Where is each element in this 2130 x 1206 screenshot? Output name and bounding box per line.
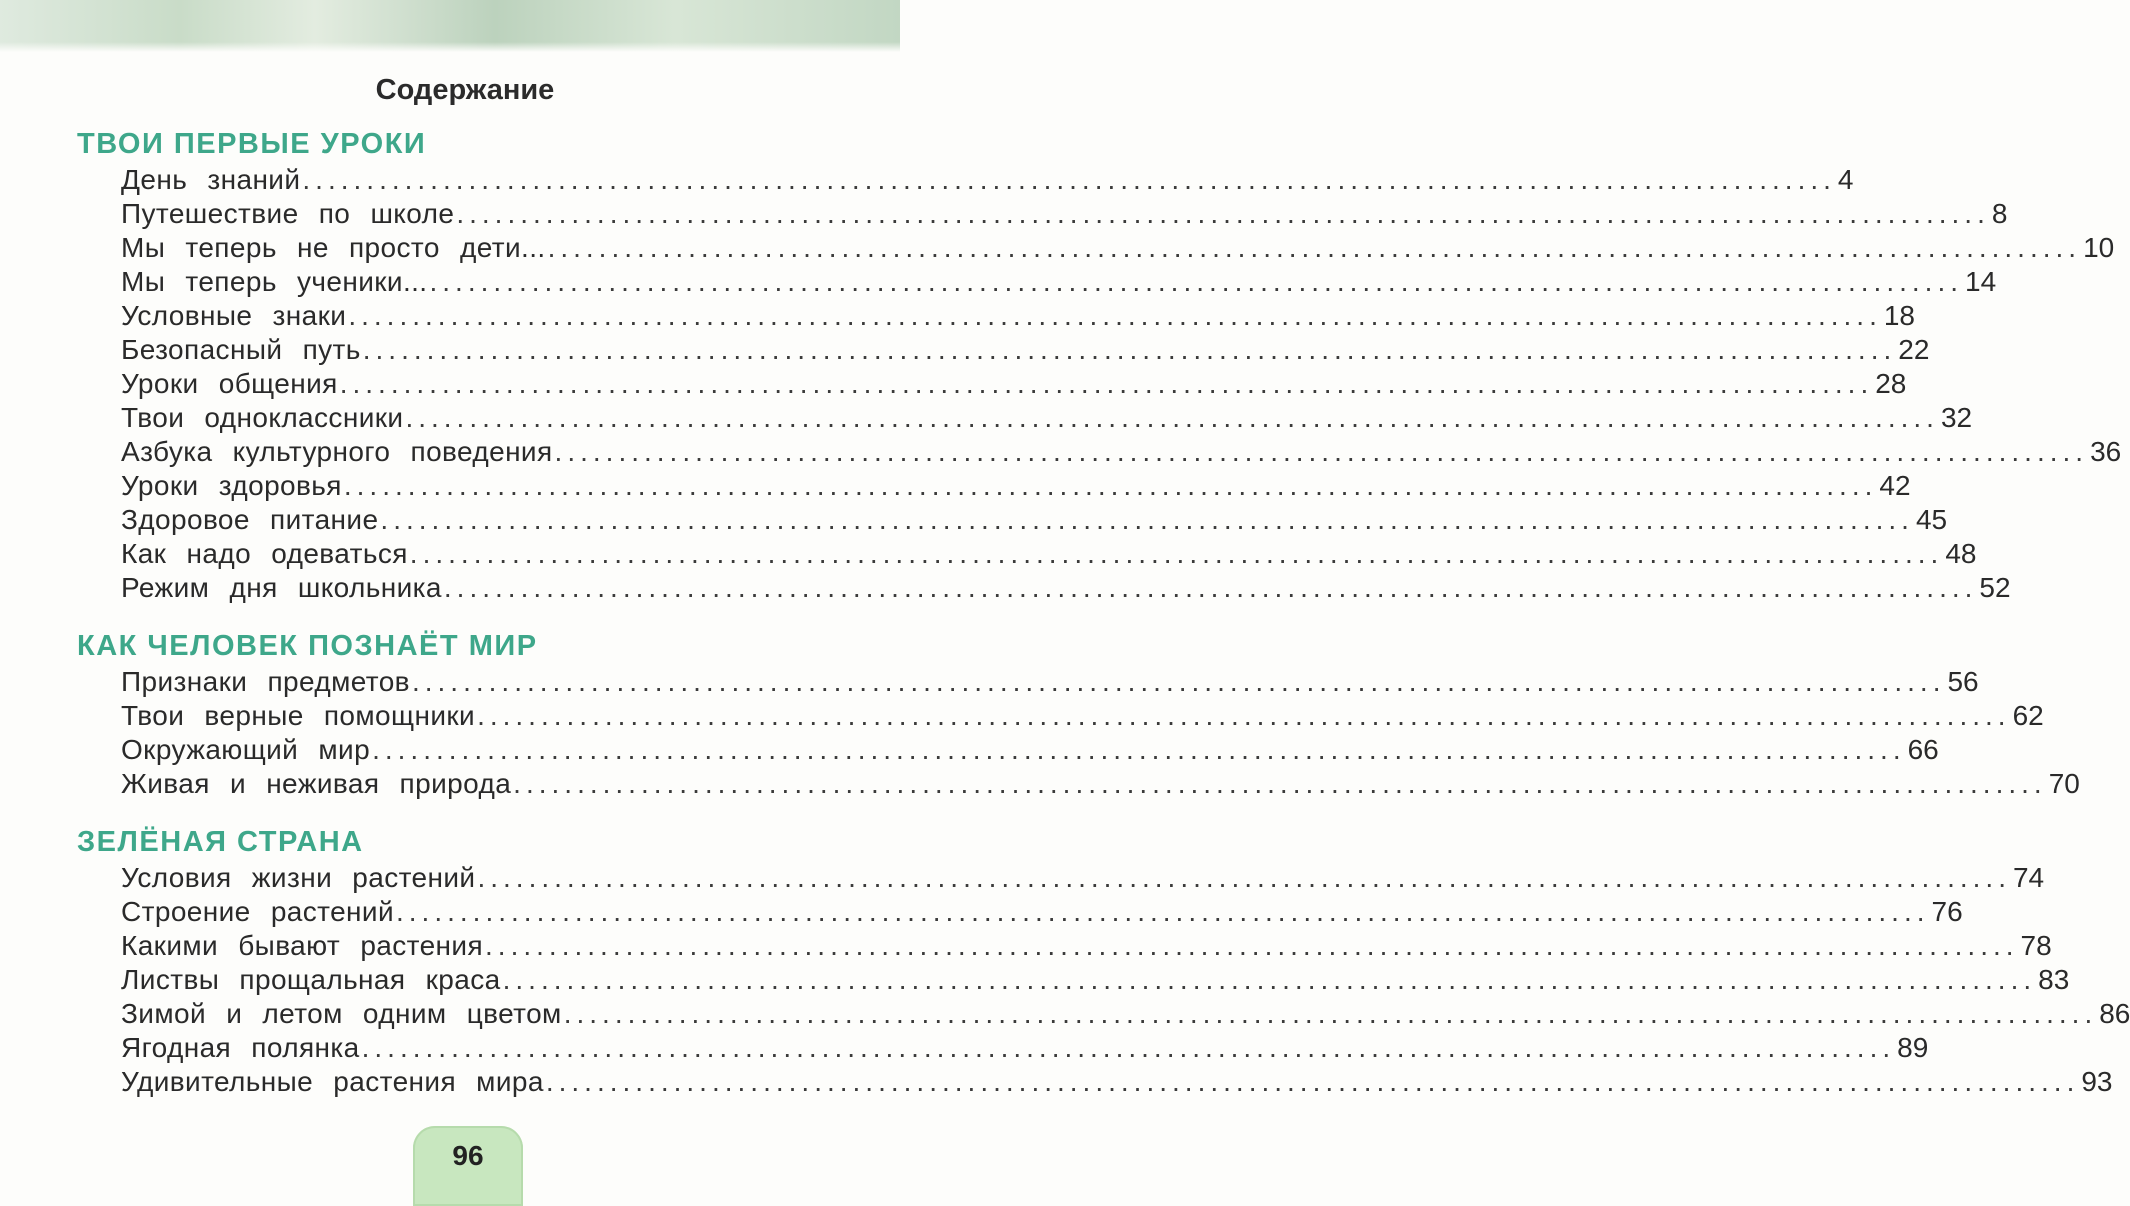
page-number: 96 bbox=[452, 1140, 484, 1171]
entry-page: 56 bbox=[1947, 666, 1979, 697]
toc-entry[interactable] bbox=[121, 572, 2011, 606]
toc-entry[interactable] bbox=[121, 1066, 2113, 1100]
dot-leader: ........................................................................................................................ bbox=[339, 368, 1874, 399]
dot-leader: ........................................................................................................................ bbox=[477, 862, 2011, 893]
entry-title: Условные знаки bbox=[121, 300, 347, 331]
entry-title: Как надо одеваться bbox=[121, 538, 408, 569]
dot-leader: ........................................................................................................................ bbox=[405, 402, 1939, 433]
entry-title: Здоровое питание bbox=[121, 504, 379, 535]
entry-title: Живая и неживая природа bbox=[121, 768, 512, 799]
entry-title: Режим дня школьника bbox=[121, 572, 442, 603]
toc-entry[interactable] bbox=[121, 402, 1973, 436]
entry-page: 22 bbox=[1898, 334, 1930, 365]
toc-entry[interactable] bbox=[121, 666, 1979, 700]
dot-leader: ........................................................................................................................ bbox=[563, 998, 2098, 1029]
entry-page: 10 bbox=[2083, 232, 2115, 263]
entry-page: 86 bbox=[2099, 998, 2130, 1029]
section-title-1: ТВОИ ПЕРВЫЕ УРОКИ bbox=[77, 128, 427, 160]
toc-entry[interactable] bbox=[121, 504, 1948, 538]
dot-leader: ........................................................................................................................ bbox=[502, 964, 2037, 995]
dot-leader: ........................................................................................................................ bbox=[477, 700, 2011, 731]
toc-entry[interactable] bbox=[121, 266, 1997, 300]
toc-entry[interactable] bbox=[121, 964, 2070, 998]
dot-leader: ........................................................................................................................ bbox=[411, 666, 1946, 697]
section-title-2: КАК ЧЕЛОВЕК ПОЗНАЁТ МИР bbox=[77, 630, 538, 662]
entry-page: 83 bbox=[2038, 964, 2070, 995]
toc-entry[interactable] bbox=[121, 300, 1915, 334]
dot-leader: ........................................................................................................................ bbox=[429, 266, 1963, 297]
entry-page: 78 bbox=[2020, 930, 2052, 961]
dot-leader: ........................................................................................................................ bbox=[362, 334, 1897, 365]
entry-page: 74 bbox=[2012, 862, 2045, 893]
entry-page: 93 bbox=[2081, 1066, 2113, 1097]
dot-leader: ........................................................................................................................ bbox=[547, 232, 2082, 263]
toc-entry[interactable] bbox=[121, 896, 1963, 930]
entry-page: 52 bbox=[1979, 572, 2011, 603]
dot-leader: ........................................................................................................................ bbox=[545, 1066, 2080, 1097]
dot-leader: ........................................................................................................................ bbox=[409, 538, 1944, 569]
entry-title: Удивительные растения мира bbox=[121, 1066, 544, 1097]
entry-page: 62 bbox=[2012, 700, 2044, 731]
entry-page: 45 bbox=[1915, 504, 1948, 535]
page-title: Содержание bbox=[375, 74, 555, 106]
entry-title: Уроки здоровья bbox=[121, 470, 342, 501]
entry-title: Признаки предметов bbox=[121, 666, 410, 697]
toc-entry[interactable] bbox=[121, 734, 1939, 768]
toc-entry[interactable] bbox=[121, 470, 1911, 504]
entry-page: 66 bbox=[1907, 734, 1939, 765]
toc-entry[interactable] bbox=[121, 930, 2052, 964]
entry-title: Путешествие по школе bbox=[121, 198, 455, 229]
entry-page: 32 bbox=[1940, 402, 1973, 433]
entry-title: Безопасный путь bbox=[121, 334, 361, 365]
entry-title: День знаний bbox=[121, 164, 301, 195]
entry-title: Строение растений bbox=[121, 896, 394, 927]
dot-leader: ........................................................................................................................ bbox=[380, 504, 1914, 535]
dot-leader: ........................................................................................................................ bbox=[396, 896, 1930, 927]
entry-page: 42 bbox=[1879, 470, 1911, 501]
decorative-banner bbox=[0, 0, 900, 52]
entry-title: Листвы прощальная краса bbox=[121, 964, 501, 995]
entry-page: 28 bbox=[1875, 368, 1907, 399]
entry-title: Условия жизни растений bbox=[121, 862, 476, 893]
dot-leader: ........................................................................................................................ bbox=[513, 768, 2047, 799]
section-title-3: ЗЕЛЁНАЯ СТРАНА bbox=[77, 826, 364, 858]
entry-title: Ягодная полянка bbox=[121, 1032, 360, 1063]
entry-page: 4 bbox=[1837, 164, 1854, 195]
entry-page: 14 bbox=[1965, 266, 1997, 297]
entry-title: Азбука культурного поведения bbox=[121, 436, 553, 467]
entry-page: 18 bbox=[1883, 300, 1915, 331]
entry-page: 48 bbox=[1945, 538, 1977, 569]
entry-page: 70 bbox=[2048, 768, 2080, 799]
dot-leader: ........................................................................................................................ bbox=[554, 436, 2089, 467]
entry-title: Твои одноклассники bbox=[121, 402, 404, 433]
entry-title: Какими бывают растения bbox=[121, 930, 484, 961]
toc-entry[interactable] bbox=[121, 164, 1854, 198]
dot-leader: ........................................................................................................................ bbox=[348, 300, 1882, 331]
dot-leader: ........................................................................................................................ bbox=[361, 1032, 1896, 1063]
entry-title: Мы теперь не просто дети... bbox=[121, 232, 546, 263]
toc-entry[interactable] bbox=[121, 768, 2080, 802]
toc-entry[interactable] bbox=[121, 334, 1930, 368]
entry-page: 76 bbox=[1931, 896, 1963, 927]
toc-entry[interactable] bbox=[121, 232, 2115, 266]
entry-title: Уроки общения bbox=[121, 368, 338, 399]
toc-entry[interactable] bbox=[121, 538, 1977, 572]
dot-leader: ........................................................................................................................ bbox=[302, 164, 1836, 195]
toc-entry[interactable] bbox=[121, 436, 2122, 470]
toc-entry[interactable] bbox=[121, 862, 2045, 896]
page-number-badge bbox=[413, 1126, 523, 1206]
dot-leader: ........................................................................................................................ bbox=[343, 470, 1878, 501]
toc-entry[interactable] bbox=[121, 368, 1907, 402]
toc-entry[interactable] bbox=[121, 1032, 1929, 1066]
entry-title: Твои верные помощники bbox=[121, 700, 476, 731]
entry-title: Окружающий мир bbox=[121, 734, 371, 765]
entry-title: Мы теперь ученики... bbox=[121, 266, 428, 297]
toc-entry[interactable] bbox=[121, 198, 2008, 232]
entry-page: 89 bbox=[1897, 1032, 1929, 1063]
dot-leader: ........................................................................................................................ bbox=[456, 198, 1990, 229]
dot-leader: ........................................................................................................................ bbox=[443, 572, 1978, 603]
entry-page: 36 bbox=[2090, 436, 2122, 467]
dot-leader: ........................................................................................................................ bbox=[485, 930, 2019, 961]
dot-leader: ........................................................................................................................ bbox=[372, 734, 1906, 765]
entry-title: Зимой и летом одним цветом bbox=[121, 998, 562, 1029]
toc-entry[interactable] bbox=[121, 700, 2044, 734]
toc-entry[interactable] bbox=[121, 998, 2130, 1032]
entry-page: 8 bbox=[1991, 198, 2008, 229]
